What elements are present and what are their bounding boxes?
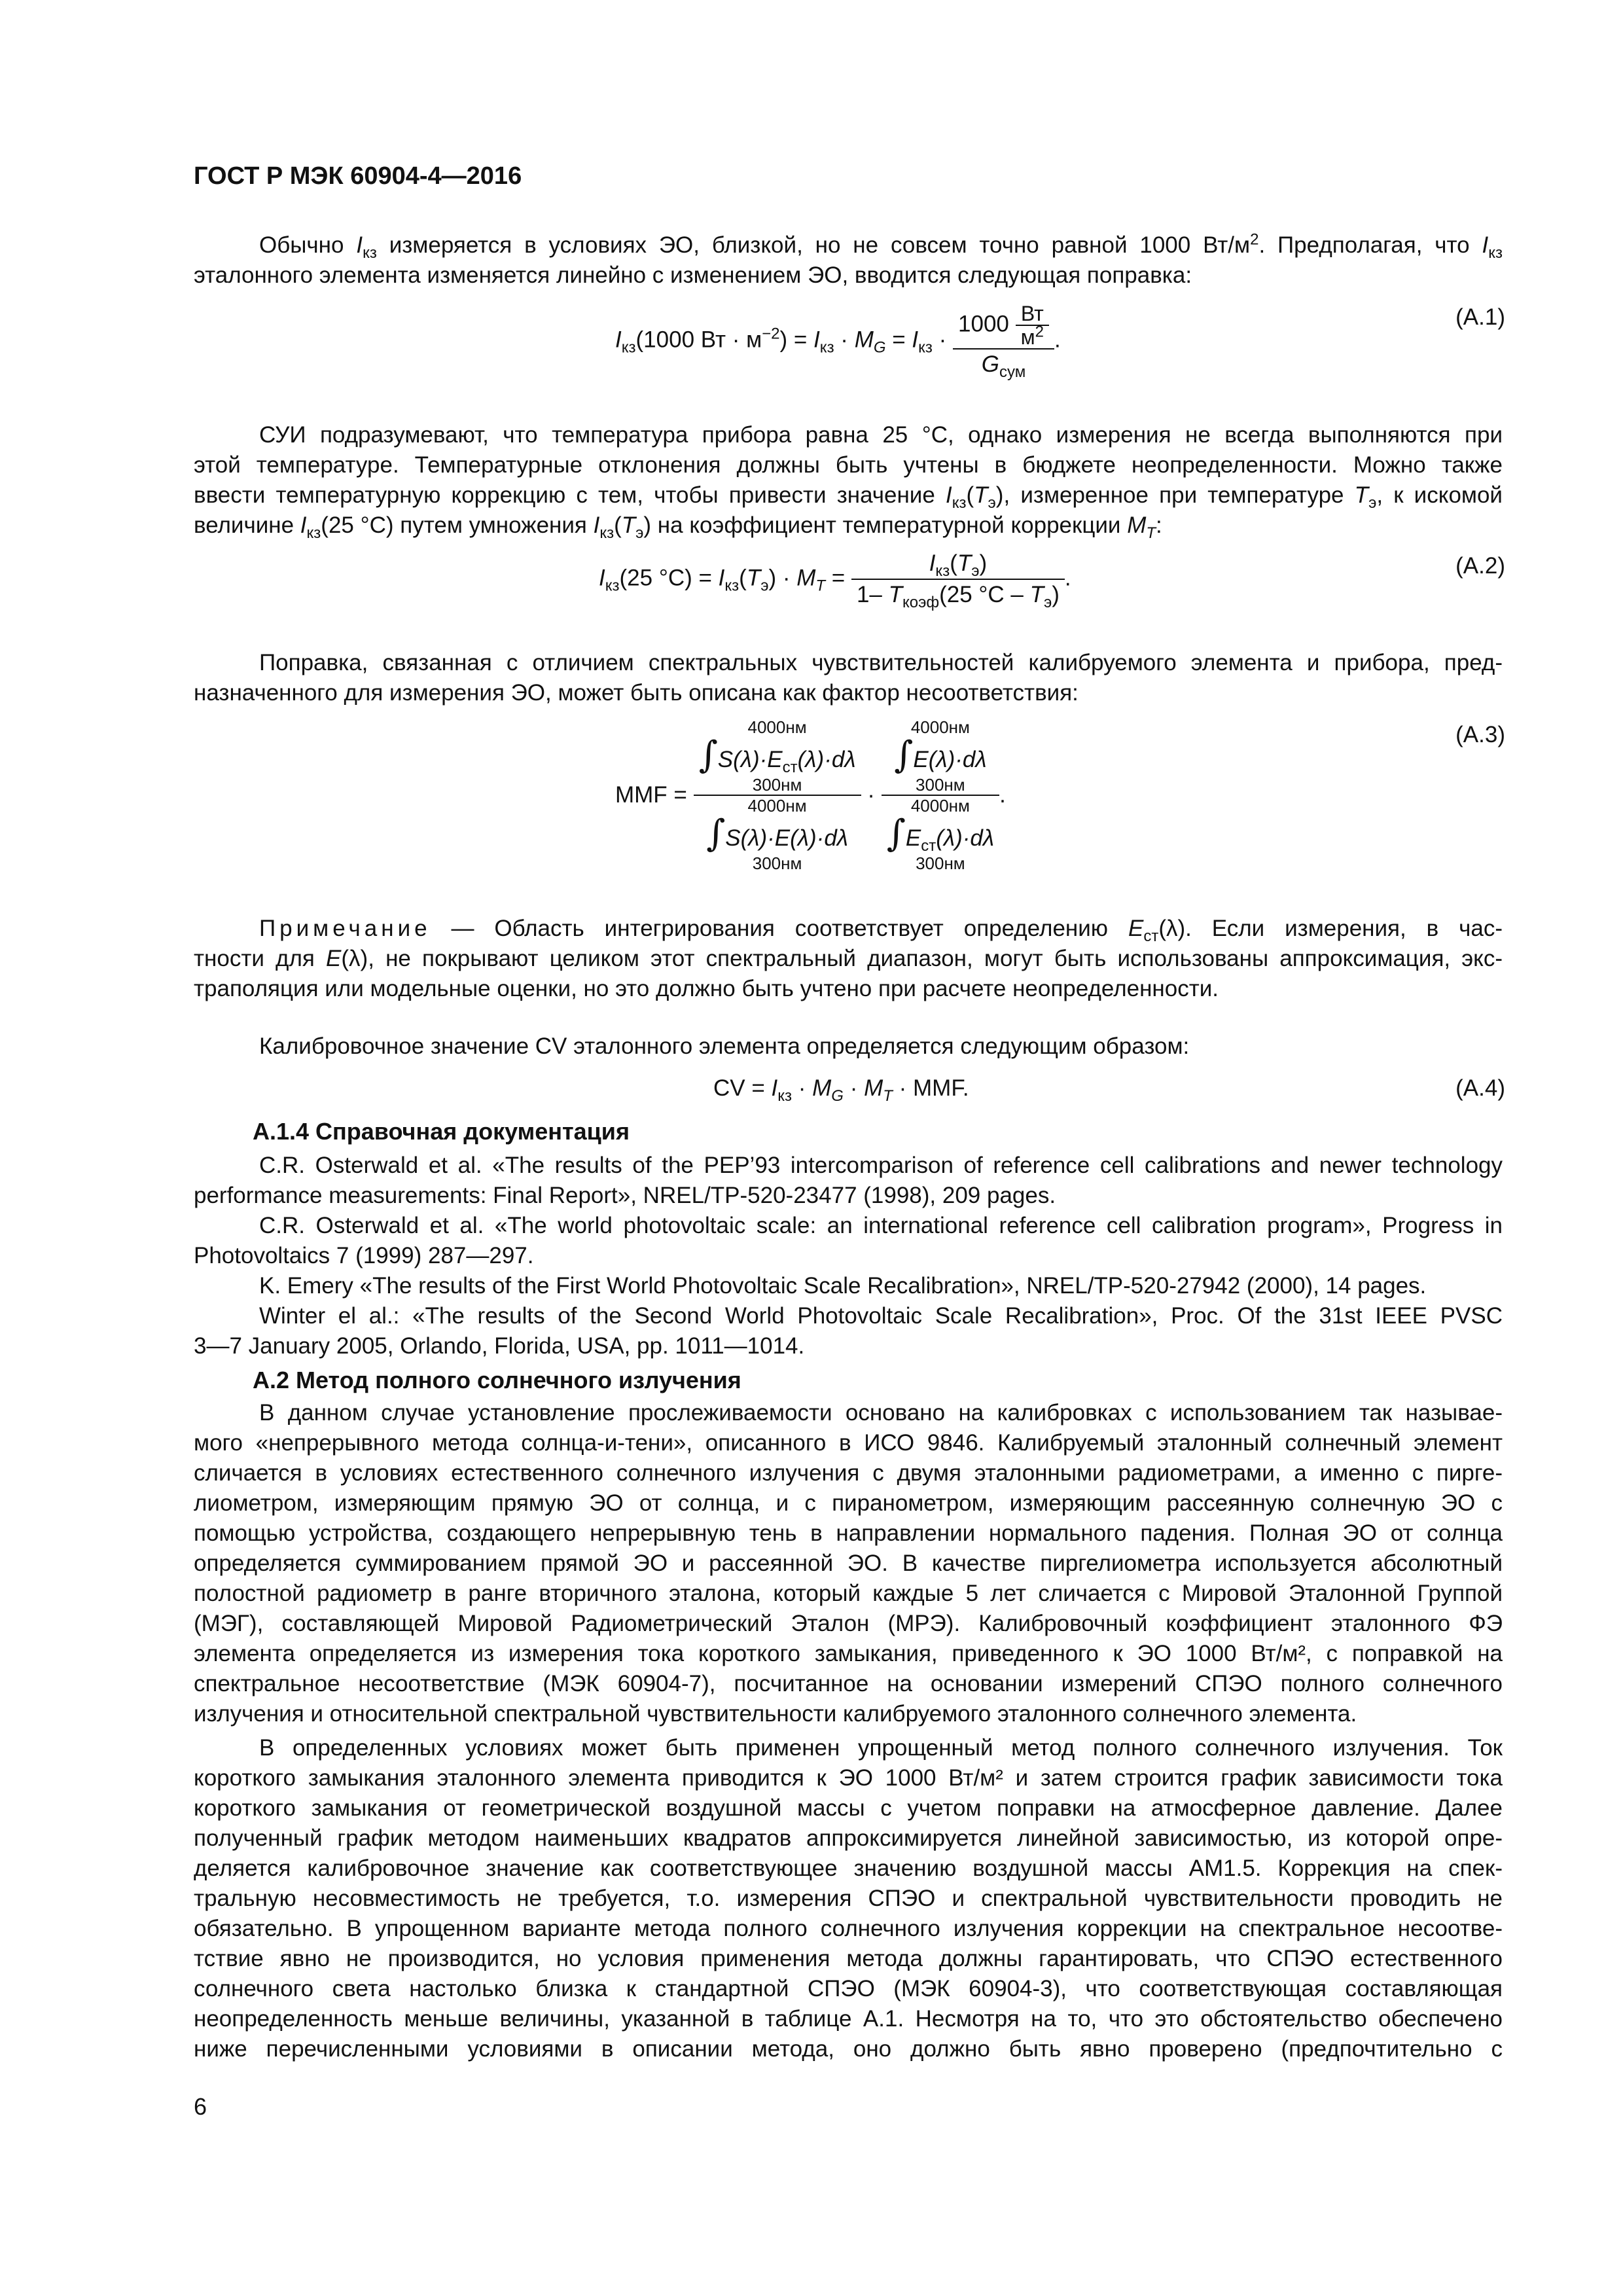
equation-number: (A.4) [1455,1075,1505,1101]
paragraph-line: ниже перечисленными условиями в описании метода, оно должно быть явно проверено (предпочтительно с [194,2036,1503,2062]
paragraph-line: лиометром, измеряющим прямую ЭО от солнца, и с пиранометром, измеряющим рассеянную солнечную ЭО с [194,1490,1503,1516]
paragraph-line: В определенных условиях может быть применен упрощенный метод полного солнечного излучения. Ток [259,1735,1503,1761]
paragraph-line: полученный график методом наименьших квадратов аппроксимируется линейной зависимостью, из которой опре- [194,1825,1503,1851]
paragraph-line: Калибровочное значение CV эталонного элемента определяется следующим образом: [259,1033,1190,1059]
equation-a3: MMF = 4000нм $\int S(\lambda)\cdot E_{ст}(\lambda)\cdot d\lambda$ 300нм 4000нм ∫S(λ)·E(λ)·dλ 300нм · 4000нм ∫E(λ)·dλ 300нм 4000нм $\int E_{ст}(\lambda)\cdot d\lambda$ 300нм . [615,717,1006,873]
paragraph-line: определяется суммированием прямой ЭО и рассеянной ЭО. В качестве пиргелиометра используется абсолютный [194,1551,1503,1576]
paragraph-line: помощью устройства, создающего непрерывную тень в направлении нормального падения. Полная ЭО от солнца [194,1520,1503,1546]
paragraph-line: сличается в условиях естественного солнечного излучения с двумя эталонными радиометрами, а именно с пирге- [194,1460,1503,1486]
reference-line: Photovoltaics 7 (1999) 287—297. [194,1243,534,1268]
paragraph-line: короткого замыкания от геометрической воздушной массы с учетом поправки на атмосферное давление. Далее [194,1795,1503,1821]
reference-line: Winter el al.: «The results of the Second World Photovoltaic Scale Recalibration», Proc. Of the 31st IEEE PVSC [259,1303,1503,1329]
paragraph-line: неопределенность меньше величины, указанной в таблице А.1. Несмотря на то, что это обстоятельство обеспечено [194,2006,1503,2032]
equation-number: (A.2) [1455,553,1505,579]
paragraph-line: солнечного света настолько близка к стандартной СПЭО (МЭК 60904-3), что соответствующая составляющая [194,1976,1503,2001]
equation-a2: $I_{кз}(25$ $^\circ С) = I_{кз}(T_э) \cdot M_T$ = $\frac{I_{кз}(T_э)}{1- T_{коэф}(25 ^\circ C - T_э)}$ . [599,550,1071,611]
paragraph-line: тральную несовместимость не требуется, т.о. измерения СПЭО и спектральной чувствительности проводить не [194,1886,1503,1911]
paragraph-line: Обычно $I_{кз}$ измеряется в условиях ЭО, близкой, но не совсем точно равной 1000 $Вт/м^2$. Предполагая, что $I_{кз}$ [259,230,1503,262]
paragraph-line: СУИ подразумевают, что температура прибора равна 25 °С, однако измерения не всегда выполняются при [259,422,1503,448]
note-line: траполяция или модельные оценки, но это должно быть учтено при расчете неопределенности. [194,976,1219,1001]
reference-line: K. Emery «The results of the First World Photovoltaic Scale Recalibration», NREL/TP-520-27942 (2000), 14 pages. [259,1273,1427,1299]
paragraph-line: назначенного для измерения ЭО, может быть описана как фактор несоответствия: [194,680,1079,706]
paragraph-line: (МЭГ), составляющей Мировой Радиометрический Эталон (МРЭ). Калибровочный коэффициент эталонного ФЭ [194,1611,1503,1636]
paragraph-line: спектральное несоответствие (МЭК 60904-7), посчитанное на основании измерений СПЭО полного солнечного [194,1671,1503,1696]
paragraph-line: величине $I_{кз}(25$ °С) путем умножения $I_{кз}(T_э)$ на коэффициент температурной коррекции $M_T$: [194,512,1162,542]
equation-number: (A.3) [1455,722,1505,747]
paragraph-line: деляется калибровочное значение как соответствующее значению воздушной массы АМ1.5. Коррекция на спек- [194,1856,1503,1881]
reference-line: performance measurements: Final Report», NREL/TP-520-23477 (1998), 209 pages. [194,1183,1056,1208]
reference-line: C.R. Osterwald et al. «The results of the PEP’93 intercomparison of reference cell calibrations and newer technology [259,1153,1503,1178]
paragraph-line: этой температуре. Температурные отклонения должны быть учтены в бюджете неопределенности. Можно также [194,452,1503,478]
reference-line: C.R. Osterwald et al. «The world photovoltaic scale: an international reference cell calibration program», Progress in [259,1213,1503,1238]
note-line: Примечание — Область интегрирования соответствует определению $E_{ст}(\lambda)$. Если измерения, в час- [259,916,1503,945]
note-line: тности для E(λ), не покрывают целиком этот спектральный диапазон, могут быть использованы аппроксимация, экс- [194,946,1503,971]
section-heading: А.2 Метод полного солнечного излучения [253,1367,741,1393]
paragraph-line: Поправка, связанная с отличием спектральных чувствительностей калибруемого элемента и прибора, пред- [259,650,1503,675]
equation-number: (A.1) [1455,304,1505,330]
paragraph-line: эталонного элемента изменяется линейно с изменением ЭО, вводится следующая поправка: [194,262,1192,288]
section-heading: А.1.4 Справочная документация [253,1118,630,1145]
reference-line: 3—7 January 2005, Orlando, Florida, USA, pp. 1011—1014. [194,1333,805,1359]
paragraph-line: В данном случае установление прослеживаемости основано на калибровках с использованием так называе- [259,1400,1503,1426]
page-number: 6 [194,2093,207,2120]
paragraph-line: тствие явно не производится, но условия применения метода должны гарантировать, что СПЭО естественного [194,1946,1503,1971]
paragraph-line: полостной радиометр в ранге вторичного эталона, который каждые 5 лет сличается с Мировой Эталонной Группой [194,1581,1503,1606]
equation-a1: $I_{кз}(1000$ Вт · $м^{-2}) = I_{кз} \cdot M_G = I_{кз}$ · 1000 $\frac{Вт}{м^2}$ $G_{сум}$ . [615,302,1061,381]
paragraph-line: элемента определяется из измерения тока короткого замыкания, приведенного к ЭО 1000 Вт/м², с поправкой на [194,1641,1503,1666]
document-header: ГОСТ Р МЭК 60904-4—2016 [194,162,522,190]
paragraph-line: обязательно. В упрощенном варианте метода полного солнечного излучения коррекции на спектральное несоотве- [194,1916,1503,1941]
paragraph-line: мого «непрерывного метода солнца-и-тени», описанного в ИСО 9846. Калибруемый эталонный солнечный элемент [194,1430,1503,1456]
paragraph-line: ввести температурную коррекцию с тем, чтобы привести значение $I_{кз}(T_э)$, измеренное при температуре $T_э$, к искомой [194,482,1503,512]
equation-a4: CV = $I_{кз} \cdot M_G \cdot M_T$ · MMF. [713,1075,969,1105]
paragraph-line: излучения и относительной спектральной чувствительности калибруемого эталонного солнечного элемента. [194,1701,1357,1727]
paragraph-line: короткого замыкания эталонного элемента приводится к ЭО 1000 Вт/м² и затем строится график зависимости тока [194,1765,1503,1791]
